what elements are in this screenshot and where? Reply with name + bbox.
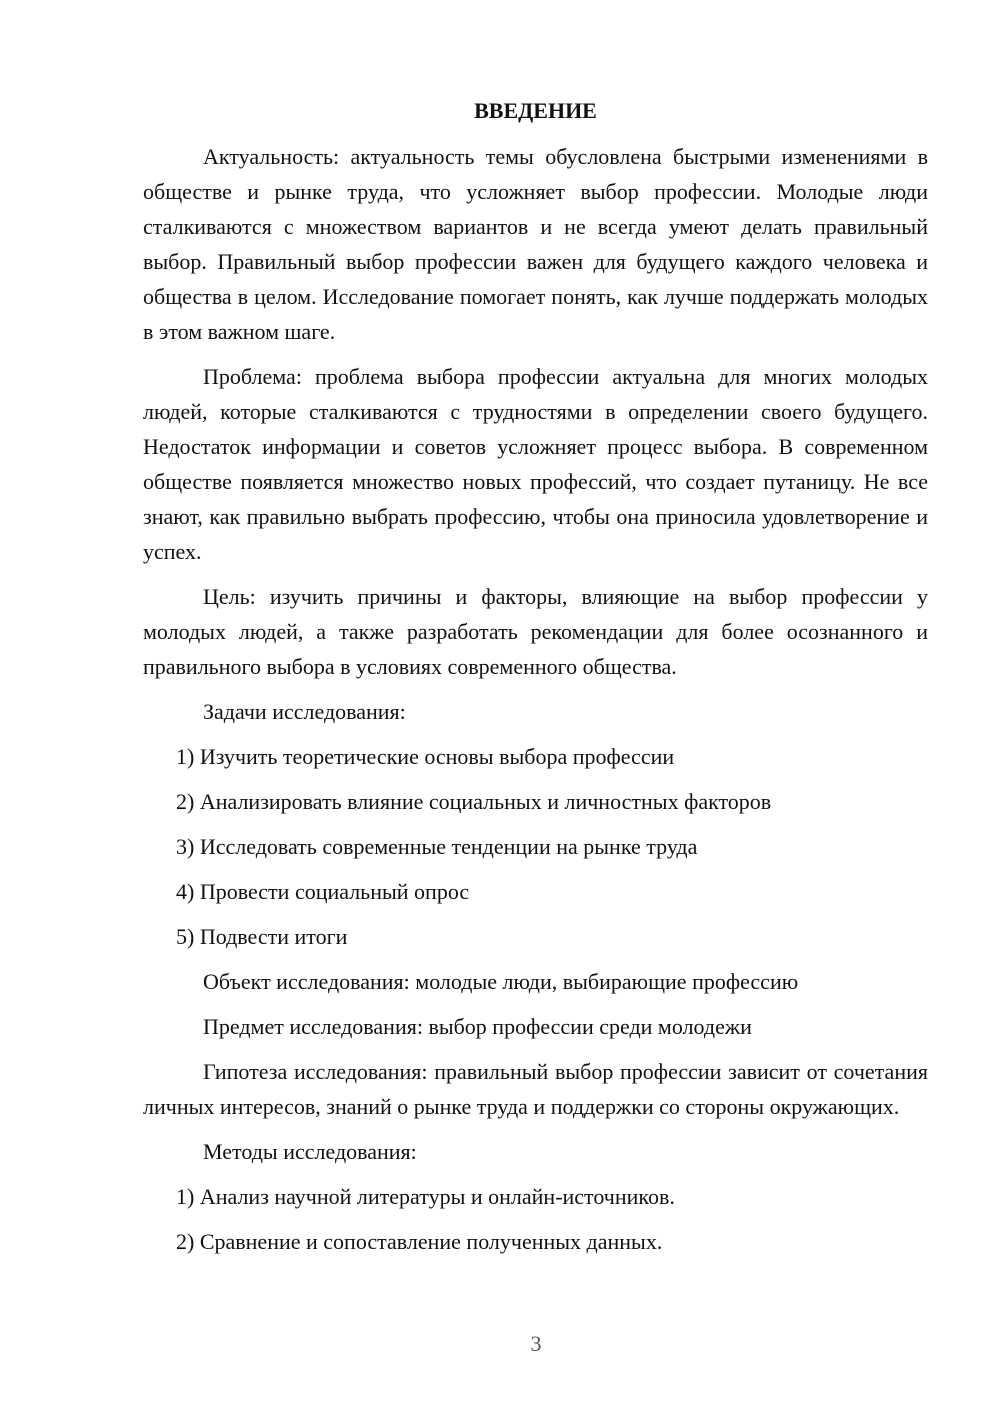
list-item: 2) Сравнение и сопоставление полученных данных. bbox=[176, 1229, 663, 1254]
list-item: 5) Подвести итоги bbox=[176, 924, 348, 949]
tasks-heading: Задачи исследования: bbox=[203, 699, 406, 724]
relevance-paragraph: Актуальность: актуальность темы обусловлена быстрыми изменениями в обществе и рынке труда, что усложняет выбор профессии. Молодые люди сталкиваются с множеством вариантов и не всегда умеют делать правильный выбор. Правильный выбор профессии важен для будущего каждого человека и общества в целом. Исследование помогает понять, как лучше поддержать молодых в этом важном шаге. bbox=[143, 144, 928, 344]
list-item: 1) Изучить теоретические основы выбора профессии bbox=[176, 744, 675, 769]
problem-paragraph: Проблема: проблема выбора профессии актуальна для многих молодых людей, которые сталкиваются с трудностями в определении своего будущего. Недостаток информации и советов усложняет процесс выбора. В современном обществе появляется множество новых профессий, что создает путаницу. Не все знают, как правильно выбрать профессию, чтобы она приносила удовлетворение и успех. bbox=[143, 364, 928, 564]
list-item: 1) Анализ научной литературы и онлайн-источников. bbox=[176, 1184, 675, 1209]
goal-paragraph: Цель: изучить причины и факторы, влияющие на выбор профессии у молодых людей, а также разработать рекомендации для более осознанного и правильного выбора в условиях современного общества. bbox=[143, 584, 928, 679]
list-item: 3) Исследовать современные тенденции на рынке труда bbox=[176, 834, 698, 859]
hypothesis-paragraph: Гипотеза исследования: правильный выбор профессии зависит от сочетания личных интересов, знаний о рынке труда и поддержки со стороны окружающих. bbox=[143, 1059, 928, 1119]
list-item: 4) Провести социальный опрос bbox=[176, 879, 470, 904]
subject-line: Предмет исследования: выбор профессии среди молодежи bbox=[203, 1014, 752, 1039]
object-line: Объект исследования: молодые люди, выбирающие профессию bbox=[203, 969, 799, 994]
page-content bbox=[143, 96, 928, 1269]
list-item: 2) Анализировать влияние социальных и личностных факторов bbox=[176, 789, 772, 814]
page-number: 3 bbox=[530, 1331, 542, 1356]
methods-heading: Методы исследования: bbox=[203, 1139, 417, 1164]
page-title: ВВЕДЕНИЕ bbox=[474, 98, 597, 123]
